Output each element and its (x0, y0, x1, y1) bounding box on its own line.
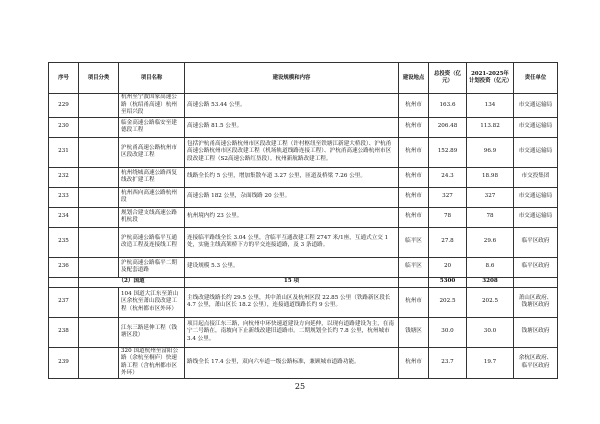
row-content: 高速公路 81.5 公里。 (185, 117, 399, 137)
row-location: 杭州市 (399, 137, 429, 167)
row-category (79, 187, 119, 207)
row-content: 高速公路 53.44 公里。 (185, 94, 399, 118)
row-seq: 237 (49, 287, 79, 317)
row-location: 杭州市 (399, 287, 429, 317)
row-category (79, 94, 119, 118)
table-row (49, 117, 558, 137)
header-plan-investment: 2021-2025年计划投资（亿元） (467, 63, 514, 94)
row-unit: 市交通运输局 (514, 117, 558, 137)
row-seq (49, 277, 79, 287)
row-unit: 市交通运输局 (514, 94, 558, 118)
row-total: 5300 (429, 277, 467, 287)
row-total: 163.6 (429, 94, 467, 118)
row-name: 沪杭高速公路临平互通改造工程及连接线工程 (119, 227, 185, 257)
row-total: 30.0 (429, 317, 467, 347)
row-location: 杭州市 (399, 167, 429, 187)
row-seq: 235 (49, 227, 79, 257)
row-plan: 18.98 (467, 167, 514, 187)
page-number: 25 (294, 382, 306, 391)
row-name: 104 国道大江东至萧山区余杭至萧山段改建工程（杭州都市区外环） (119, 287, 185, 317)
row-location: 杭州市 (399, 187, 429, 207)
row-name: 杭州至宁波国家高速公路（杭绍甬高速）杭州至绍兴段 (119, 94, 185, 118)
row-category (79, 257, 119, 277)
table-row (49, 287, 558, 317)
row-content: 主线改建线路长约 29.5 公里，其中萧山区及杭州区段 22.85 公里（铁路新区段长 4.7 公里，萧山区长 18.2 公里），连接通道线路长约 9 公里。 (185, 287, 399, 317)
row-plan: 202.5 (467, 287, 514, 317)
row-total: 23.7 (429, 347, 467, 378)
row-unit: 临平区政府 (514, 257, 558, 277)
table-row (49, 207, 558, 227)
row-plan: 327 (467, 187, 514, 207)
row-seq: 239 (49, 347, 79, 378)
header-name: 项目名称 (119, 63, 185, 94)
row-content: 15 项 (185, 277, 399, 287)
table-row (49, 94, 558, 118)
row-name: 沪杭甬高速公路杭州市区段改建工程 (119, 137, 185, 167)
row-category (79, 207, 119, 227)
row-content: 连接临平路线全长 3.04 公里，含临平互通改建工程 2747 米/1座，互通式立交 1 处，实施主线高架桥下方的平交连接道路，及 3 条道路。 (185, 227, 399, 257)
row-category (79, 137, 119, 167)
header-location: 建设地点 (399, 63, 429, 94)
row-category (79, 287, 119, 317)
table-row (49, 137, 558, 167)
row-total: 27.8 (429, 227, 467, 257)
subtotal-row (49, 277, 558, 287)
row-total: 24.3 (429, 167, 467, 187)
row-location (399, 277, 429, 287)
row-location: 杭州市 (399, 117, 429, 137)
row-content: 杭州境内约 23 公里。 (185, 207, 399, 227)
row-name: 临金高速公路临安至建德段工程 (119, 117, 185, 137)
row-location: 杭州市 (399, 207, 429, 227)
row-total: 20 (429, 257, 467, 277)
header-unit: 责任单位 (514, 63, 558, 94)
header-total-investment: 总投资（亿元） (429, 63, 467, 94)
row-plan: 3208 (467, 277, 514, 287)
row-name: 沪杭高速公路临平二期及配套道路 (119, 257, 185, 277)
row-plan: 96.9 (467, 137, 514, 167)
row-unit: 钱塘区政府 (514, 317, 558, 347)
table-row (49, 347, 558, 378)
row-category (79, 167, 119, 187)
row-plan: 30.0 (467, 317, 514, 347)
row-unit: 市交通运输局 (514, 207, 558, 227)
row-category: （2）国道 (79, 277, 185, 287)
header-seq: 序号 (49, 63, 79, 94)
row-content: 建设规模 5.3 公里。 (185, 257, 399, 277)
header-category: 项目分类 (79, 63, 119, 94)
row-location: 杭州市 (399, 347, 429, 378)
row-plan: 8.6 (467, 257, 514, 277)
row-total: 202.5 (429, 287, 467, 317)
row-name: 杭州西向高速公路杭州段 (119, 187, 185, 207)
row-plan: 134 (467, 94, 514, 118)
row-seq: 234 (49, 207, 79, 227)
row-seq: 238 (49, 317, 79, 347)
row-unit: 临平区政府 (514, 227, 558, 257)
row-unit: 市交通运输局 (514, 137, 558, 167)
table-row (49, 257, 558, 277)
header-row (49, 63, 558, 94)
row-location: 临平区 (399, 257, 429, 277)
row-content: 包括沪杭甬高速公路杭州市区段改建工程（许村枢纽至铁塘江新建大桥段）、沪杭甬高速公路杭州市区段改建工程（机场轨道线路连接工程）、沪杭甬高速公路杭州市区段改建工程（S2高速公路红垦段）。杭州新航路改建工程。 (185, 137, 399, 167)
row-name: 规划合建支线高速公路机杭段 (119, 207, 185, 227)
row-plan: 19.7 (467, 347, 514, 378)
row-plan: 78 (467, 207, 514, 227)
row-unit: 萧山区政府、钱塘区政府 (514, 287, 558, 317)
table-row (49, 167, 558, 187)
row-seq: 236 (49, 257, 79, 277)
row-category (79, 317, 119, 347)
table-row (49, 187, 558, 207)
project-table (48, 62, 558, 379)
row-plan: 113.82 (467, 117, 514, 137)
row-category (79, 117, 119, 137)
row-location: 临平区 (399, 227, 429, 257)
row-category (79, 347, 119, 378)
row-unit: 余杭区政府、临平区政府 (514, 347, 558, 378)
row-name: 杭州绕城高速公路西复线改扩建工程 (119, 167, 185, 187)
row-seq: 233 (49, 187, 79, 207)
row-unit (514, 277, 558, 287)
row-category (79, 227, 119, 257)
row-content: 高速公路 182 公里，杂面线路 20 公里。 (185, 187, 399, 207)
row-content: 项目起点接江东三路，向杭州中环快速道建设方向延伸，以现有道路建设为主，在南宁二号路在，南坡向下止新线改建旧道路市。二期规划全长约 7.8 公里，杭州城市 3.4 公里。 (185, 317, 399, 347)
row-seq: 229 (49, 94, 79, 118)
row-location: 杭州市 (399, 94, 429, 118)
row-content: 线路全长约 5 公里，增加集散车道 3.27 公里，匝道及桥梁 7.26 公里。 (185, 167, 399, 187)
header-content: 建设规模和内容 (185, 63, 399, 94)
row-seq: 230 (49, 117, 79, 137)
row-unit: 市交投集团 (514, 167, 558, 187)
row-unit: 市交通运输局 (514, 187, 558, 207)
table-row (49, 317, 558, 347)
row-name: 江东三路延伸工程（钱塘区段） (119, 317, 185, 347)
row-seq: 231 (49, 137, 79, 167)
row-location: 钱塘区 (399, 317, 429, 347)
row-plan: 29.6 (467, 227, 514, 257)
row-seq: 232 (49, 167, 79, 187)
row-name: 320 国道杭州至富阳公路（余杭至桐庐）快速路工程（含杭州都市区外环） (119, 347, 185, 378)
row-total: 327 (429, 187, 467, 207)
row-total: 78 (429, 207, 467, 227)
row-total: 152.89 (429, 137, 467, 167)
row-content: 路线全长 17.4 公里，双向六车道一级公路标准，兼顾城市道路功能。 (185, 347, 399, 378)
table-row (49, 227, 558, 257)
row-total: 206.48 (429, 117, 467, 137)
